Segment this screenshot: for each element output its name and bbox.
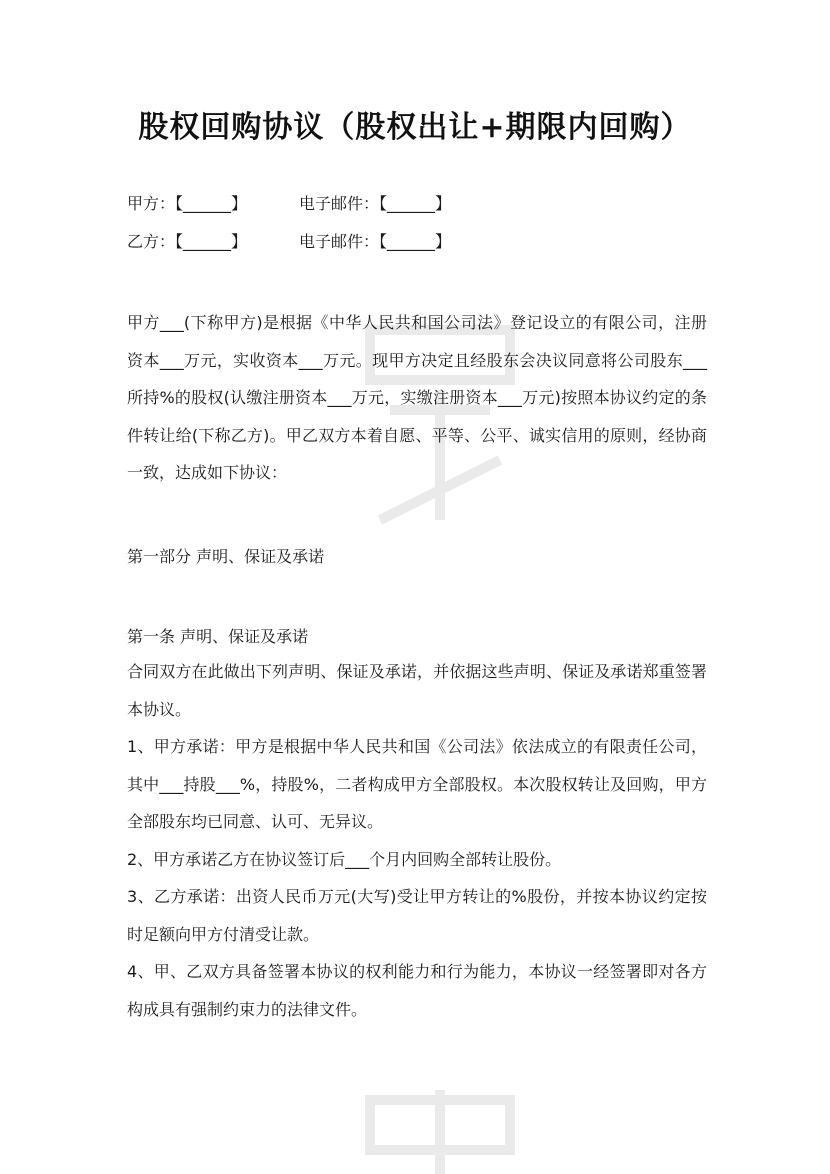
article-heading: 第一条 声明、保证及承诺 [127,627,309,646]
party-a-row [127,192,451,216]
paragraph: 合同双方在此做出下列声明、保证及承诺，并依据这些声明、保证及承诺郑重签署本协议。 [127,662,707,719]
paragraph: 3、乙方承诺：出资人民币万元(大写)受让甲方转让的%股份，并按本协议约定按时足额向甲方付清受让款。 [127,887,707,944]
intro-paragraph: 甲方___(下称甲方)是根据《中华人民共和国公司法》登记设立的有限公司，注册资本___万元，实收资本___万元。现甲方决定且经股东会决议同意将公司股东___所持%的股权(认缴注册资本___万元，实缴注册资本___万元)按照本协议约定的条件转让给(下称乙方)。甲乙双方本着自愿、平等、公平、诚实信用的原则，经协商一致，达成如下协议： [127,313,707,482]
article-body [127,653,707,1028]
party-b-row [127,230,451,254]
party-a-email: 电子邮件：【______】 [299,194,452,213]
paragraph: 4、甲、乙双方具备签署本协议的权利能力和行为能力，本协议一经签署即对各方构成具有强制约束力的法律文件。 [127,962,707,1019]
page-title: 股权回购协议（股权出让+期限内回购） [138,110,692,145]
part-heading: 第一部分 声明、保证及承诺 [127,547,325,566]
watermark-icon [340,1080,540,1174]
party-a-label: 甲方：【______】 [127,194,248,213]
paragraph: 1、甲方承诺：甲方是根据中华人民共和国《公司法》依法成立的有限责任公司，其中___持股___%，持股%，二者构成甲方全部股权。本次股权转让及回购，甲方全部股东均已同意、认可、无异议。 [127,737,707,831]
party-b-email: 电子邮件：【______】 [299,232,452,251]
party-b-label: 乙方：【______】 [127,232,248,251]
paragraph: 2、甲方承诺乙方在协议签订后___个月内回购全部转让股份。 [127,849,562,869]
